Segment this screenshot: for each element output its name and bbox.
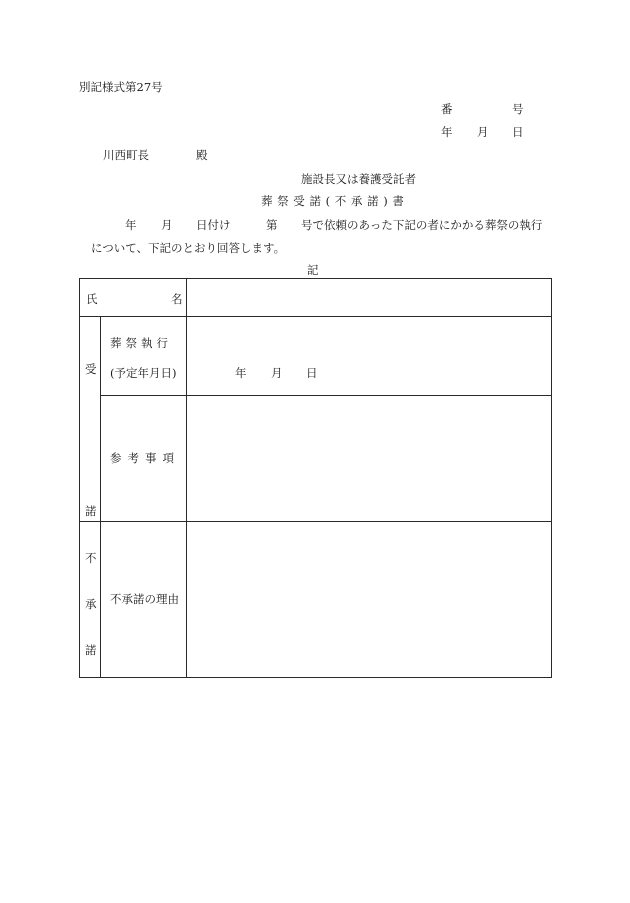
form-number: 別記様式第27号 xyxy=(79,80,163,94)
addressee-honorific: 殿 xyxy=(196,148,208,162)
accept-char-2: 諾 xyxy=(85,504,97,519)
reject-label-cell xyxy=(80,521,101,677)
body-line-2: について、下記のとおり回答します。 xyxy=(91,241,286,255)
document-number-suffix: 号 xyxy=(512,102,524,116)
reject-reason-field[interactable] xyxy=(187,521,552,677)
reject-reason-label: 不承諾の理由 xyxy=(101,521,187,677)
exec-date-field[interactable] xyxy=(187,317,552,396)
document-title: 葬 祭 受 諾 ( 不 承 諾 ) 書 xyxy=(261,194,405,208)
date-month-label: 月 xyxy=(477,125,489,139)
body-dai: 第 xyxy=(266,218,278,232)
reference-field[interactable] xyxy=(187,396,552,521)
body-month: 月 xyxy=(161,218,173,232)
addressee: 川西町長 xyxy=(103,148,149,162)
reference-label: 参考事項 xyxy=(101,396,187,521)
form-table xyxy=(79,278,552,678)
reject-char-3: 諾 xyxy=(85,642,97,657)
exec-date-year: 年 xyxy=(235,366,247,381)
body-year: 年 xyxy=(125,218,137,232)
accept-label-cell xyxy=(80,317,101,522)
ki-heading: 記 xyxy=(307,263,319,277)
name-label-shi: 氏 xyxy=(86,292,98,306)
exec-date-label-cell xyxy=(101,317,187,396)
reject-char-1: 不 xyxy=(85,550,97,565)
name-field[interactable] xyxy=(187,279,552,317)
name-label-cell xyxy=(80,279,187,317)
exec-label-line1: 葬祭執行 xyxy=(110,336,172,351)
document-number-label: 番 xyxy=(441,102,453,116)
exec-label-line2: (予定年月日) xyxy=(110,366,177,381)
reject-char-2: 承 xyxy=(85,596,97,611)
body-request-text: 号で依頼のあった下記の者にかかる葬祭の執行 xyxy=(301,218,543,232)
date-day-label: 日 xyxy=(512,125,524,139)
date-year-label: 年 xyxy=(441,125,453,139)
body-line-1 xyxy=(79,220,557,234)
exec-date-month: 月 xyxy=(271,366,283,381)
sender: 施設長又は養護受託者 xyxy=(301,172,416,186)
body-dated: 日付け xyxy=(196,218,231,232)
accept-char-1: 受 xyxy=(85,362,97,377)
exec-date-day: 日 xyxy=(306,366,318,381)
name-label-mei: 名 xyxy=(171,292,183,306)
